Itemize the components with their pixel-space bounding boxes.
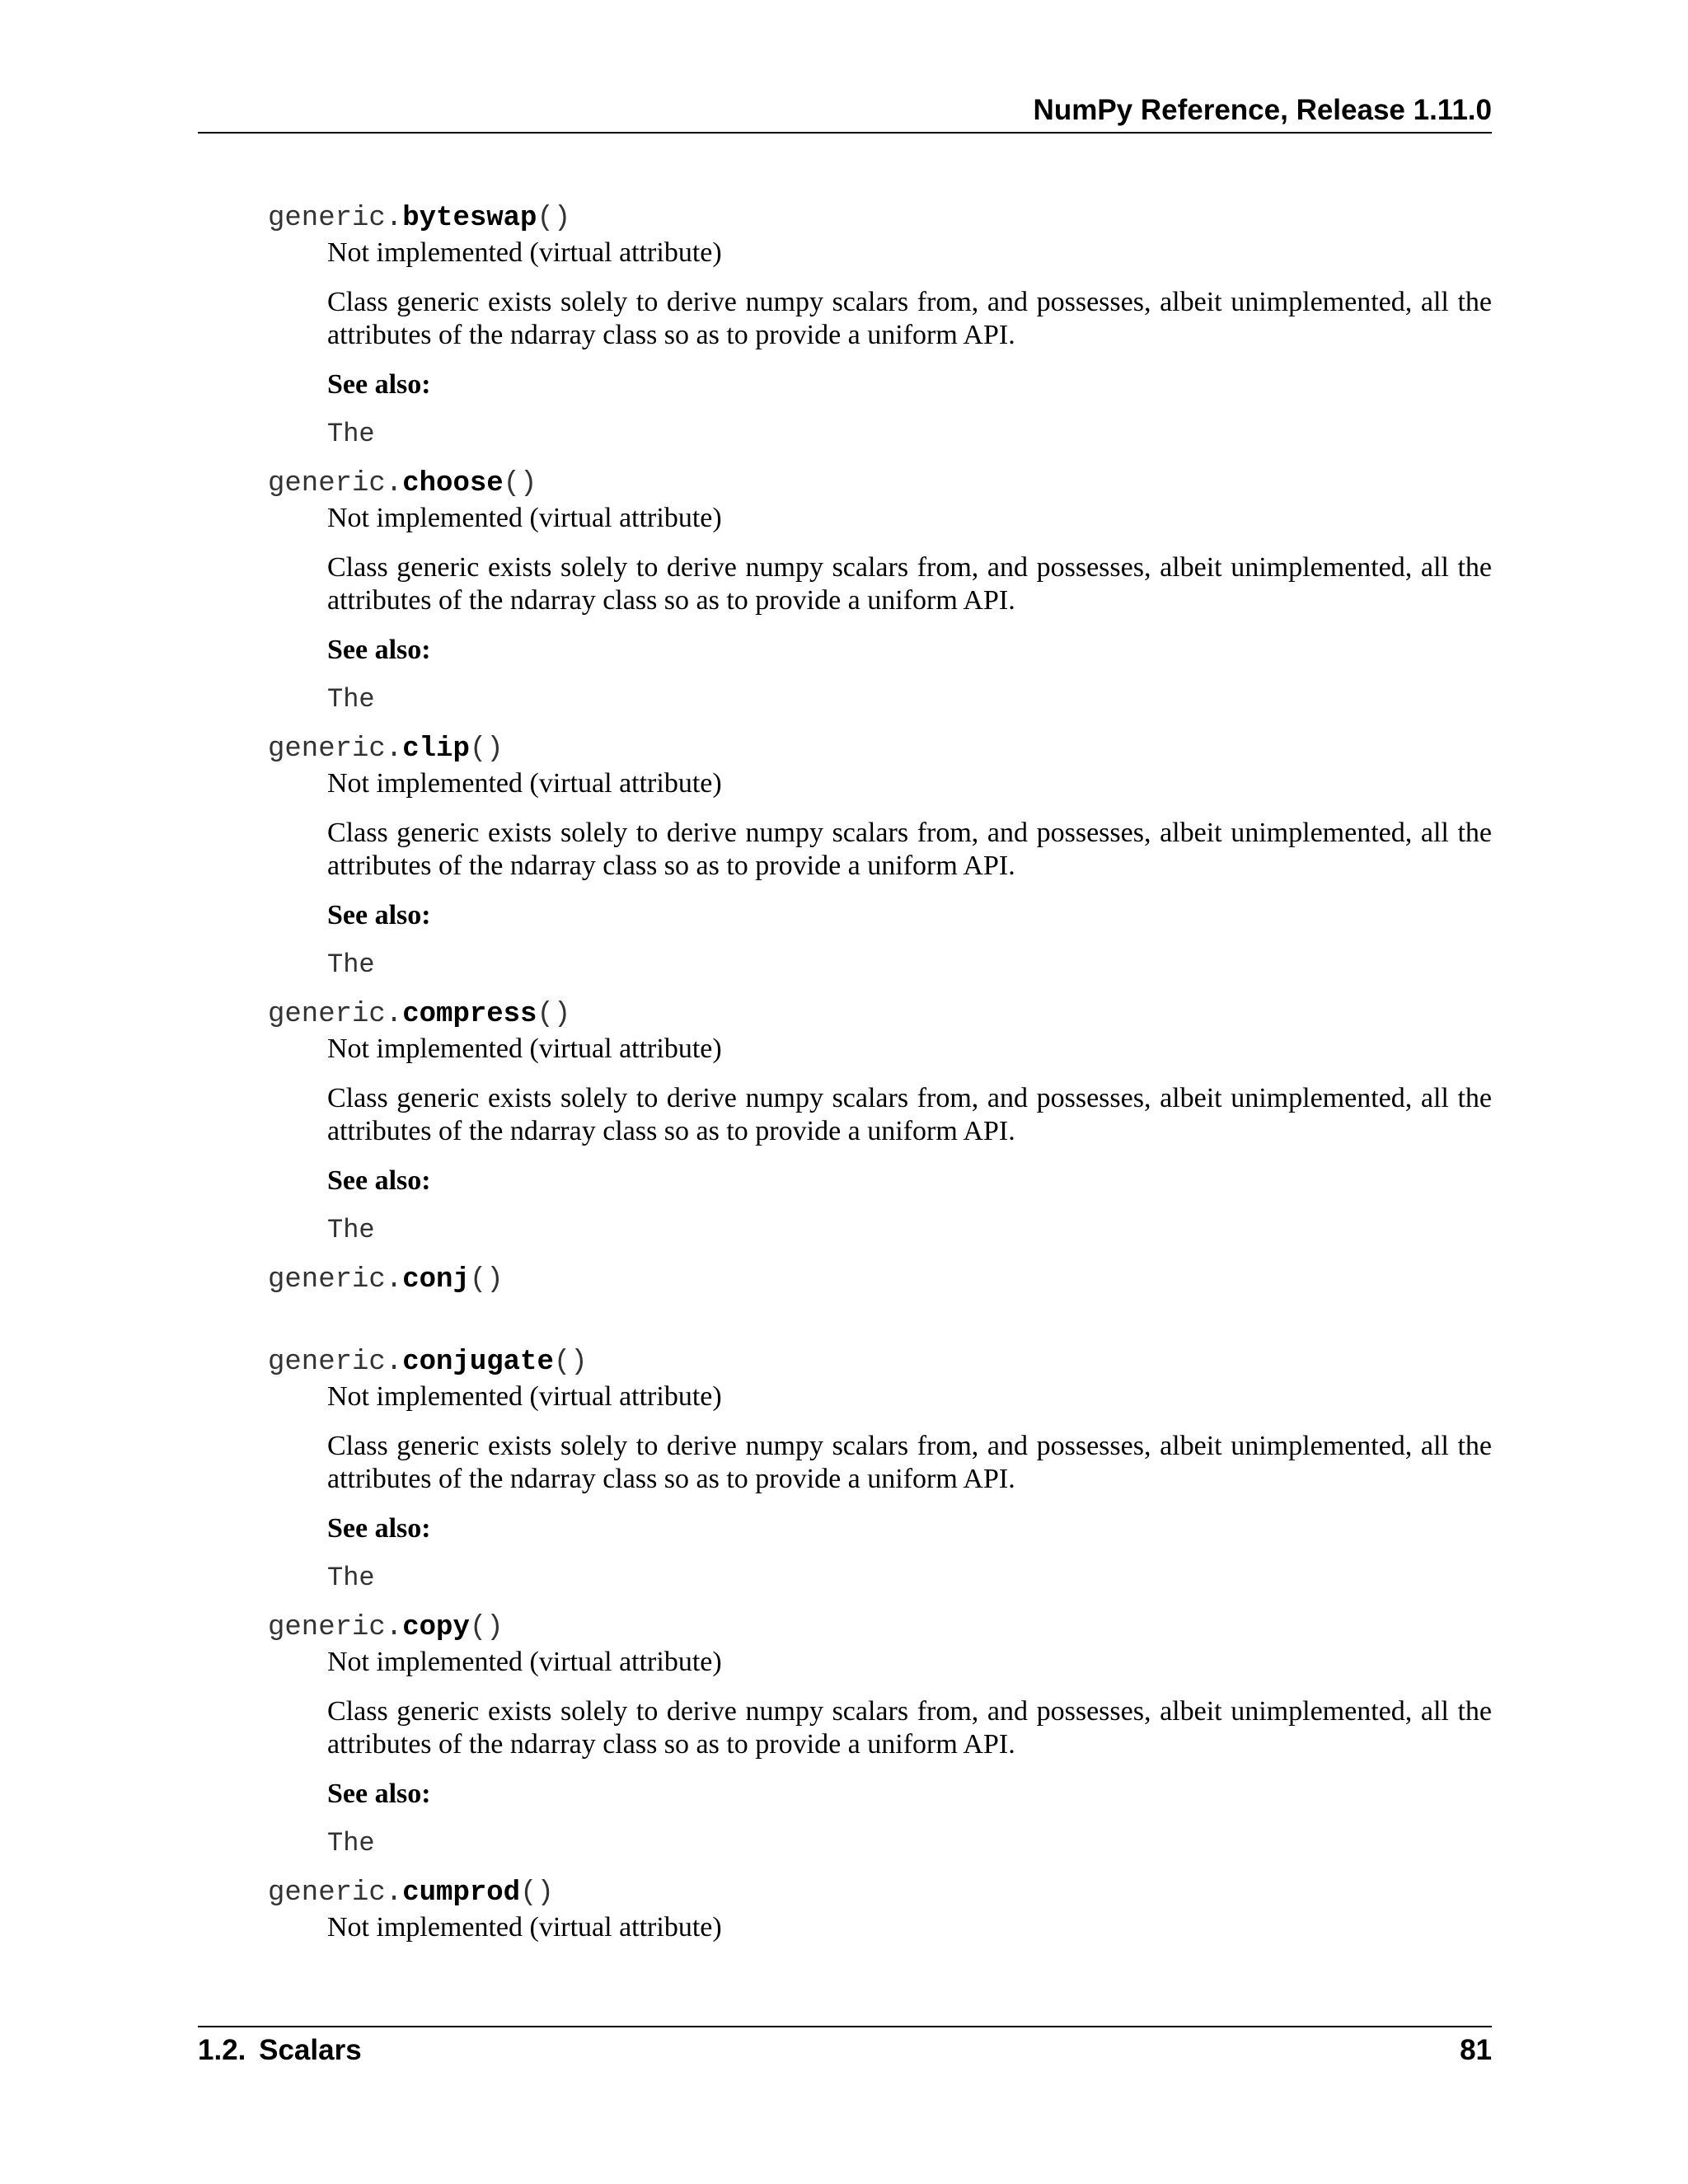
signature-parens: () (537, 999, 571, 1030)
method-signature (268, 731, 1492, 767)
method-summary: Not implemented (virtual attribute) (327, 1381, 722, 1412)
method-name: copy (402, 1612, 470, 1643)
method-signature (268, 996, 1492, 1033)
method-summary: Not implemented (virtual attribute) (327, 1647, 722, 1677)
signature-prefix: generic. (268, 1612, 403, 1643)
method-description: Class generic exists solely to derive numpy scalars from, and possesses, albeit unimplemented, all the attributes of the ndarray class so as to provide a uniform API. (327, 287, 1492, 350)
signature-prefix: generic. (268, 468, 403, 499)
method-name: compress (402, 999, 537, 1030)
method-name: conj (402, 1264, 470, 1296)
method-entry-byteswap (268, 200, 1492, 452)
method-signature (268, 1610, 1492, 1646)
signature-parens: () (537, 203, 571, 234)
see-also-label: See also: (327, 900, 431, 930)
method-summary: Not implemented (virtual attribute) (327, 237, 722, 268)
method-name: cumprod (402, 1877, 521, 1909)
method-entry-clip (268, 731, 1492, 983)
method-description: Class generic exists solely to derive numpy scalars from, and possesses, albeit unimplemented, all the attributes of the ndarray class so as to provide a uniform API. (327, 1431, 1492, 1494)
document-title: NumPy Reference, Release 1.11.0 (1033, 94, 1492, 126)
signature-prefix: generic. (268, 999, 403, 1030)
method-entry-conjugate (268, 1344, 1492, 1596)
method-description: Class generic exists solely to derive numpy scalars from, and possesses, albeit unimplemented, all the attributes of the ndarray class so as to provide a uniform API. (327, 552, 1492, 616)
see-also-label: See also: (327, 369, 431, 400)
signature-parens: () (469, 1264, 504, 1296)
see-also-label: See also: (327, 635, 431, 665)
signature-prefix: generic. (268, 1877, 403, 1909)
method-summary: Not implemented (virtual attribute) (327, 1912, 722, 1943)
see-also-label: See also: (327, 1513, 431, 1544)
see-also-text: The (327, 684, 375, 715)
page-number: 81 (1460, 2034, 1492, 2066)
page-header (198, 89, 1492, 134)
method-description: Class generic exists solely to derive numpy scalars from, and possesses, albeit unimplemented, all the attributes of the ndarray class so as to provide a uniform API. (327, 1696, 1492, 1760)
method-entry-choose (268, 466, 1492, 718)
method-signature (268, 1344, 1492, 1380)
method-name: choose (402, 468, 504, 499)
method-summary: Not implemented (virtual attribute) (327, 503, 722, 533)
signature-parens: () (469, 733, 504, 765)
see-also-text: The (327, 1563, 375, 1593)
method-description: Class generic exists solely to derive numpy scalars from, and possesses, albeit unimplemented, all the attributes of the ndarray class so as to provide a uniform API. (327, 818, 1492, 881)
see-also-text: The (327, 419, 375, 449)
method-summary: Not implemented (virtual attribute) (327, 1033, 722, 1064)
method-name: byteswap (402, 203, 537, 234)
signature-parens: () (553, 1347, 588, 1378)
see-also-label: See also: (327, 1165, 431, 1196)
footer-section-title: 1.2. Scalars (198, 2034, 362, 2066)
method-signature (268, 466, 1492, 502)
signature-parens: () (469, 1612, 504, 1643)
signature-prefix: generic. (268, 203, 403, 234)
see-also-text: The (327, 1215, 375, 1245)
method-entry-conj (268, 1262, 1492, 1298)
page-footer (198, 2026, 1492, 2077)
signature-prefix: generic. (268, 1264, 403, 1296)
see-also-label: See also: (327, 1779, 431, 1809)
signature-parens: () (520, 1877, 554, 1909)
signature-prefix: generic. (268, 733, 403, 765)
method-entry-cumprod (268, 1875, 1492, 1944)
method-entry-compress (268, 996, 1492, 1249)
method-entry-copy (268, 1610, 1492, 1862)
signature-parens: () (503, 468, 537, 499)
method-signature (268, 1875, 1492, 1911)
document-body (268, 200, 1492, 1944)
signature-prefix: generic. (268, 1347, 403, 1378)
method-description: Class generic exists solely to derive numpy scalars from, and possesses, albeit unimplemented, all the attributes of the ndarray class so as to provide a uniform API. (327, 1083, 1492, 1146)
method-name: clip (402, 733, 470, 765)
method-signature (268, 1262, 1492, 1298)
see-also-text: The (327, 1828, 375, 1858)
method-signature (268, 200, 1492, 237)
method-summary: Not implemented (virtual attribute) (327, 768, 722, 799)
see-also-text: The (327, 949, 375, 980)
method-name: conjugate (402, 1347, 554, 1378)
